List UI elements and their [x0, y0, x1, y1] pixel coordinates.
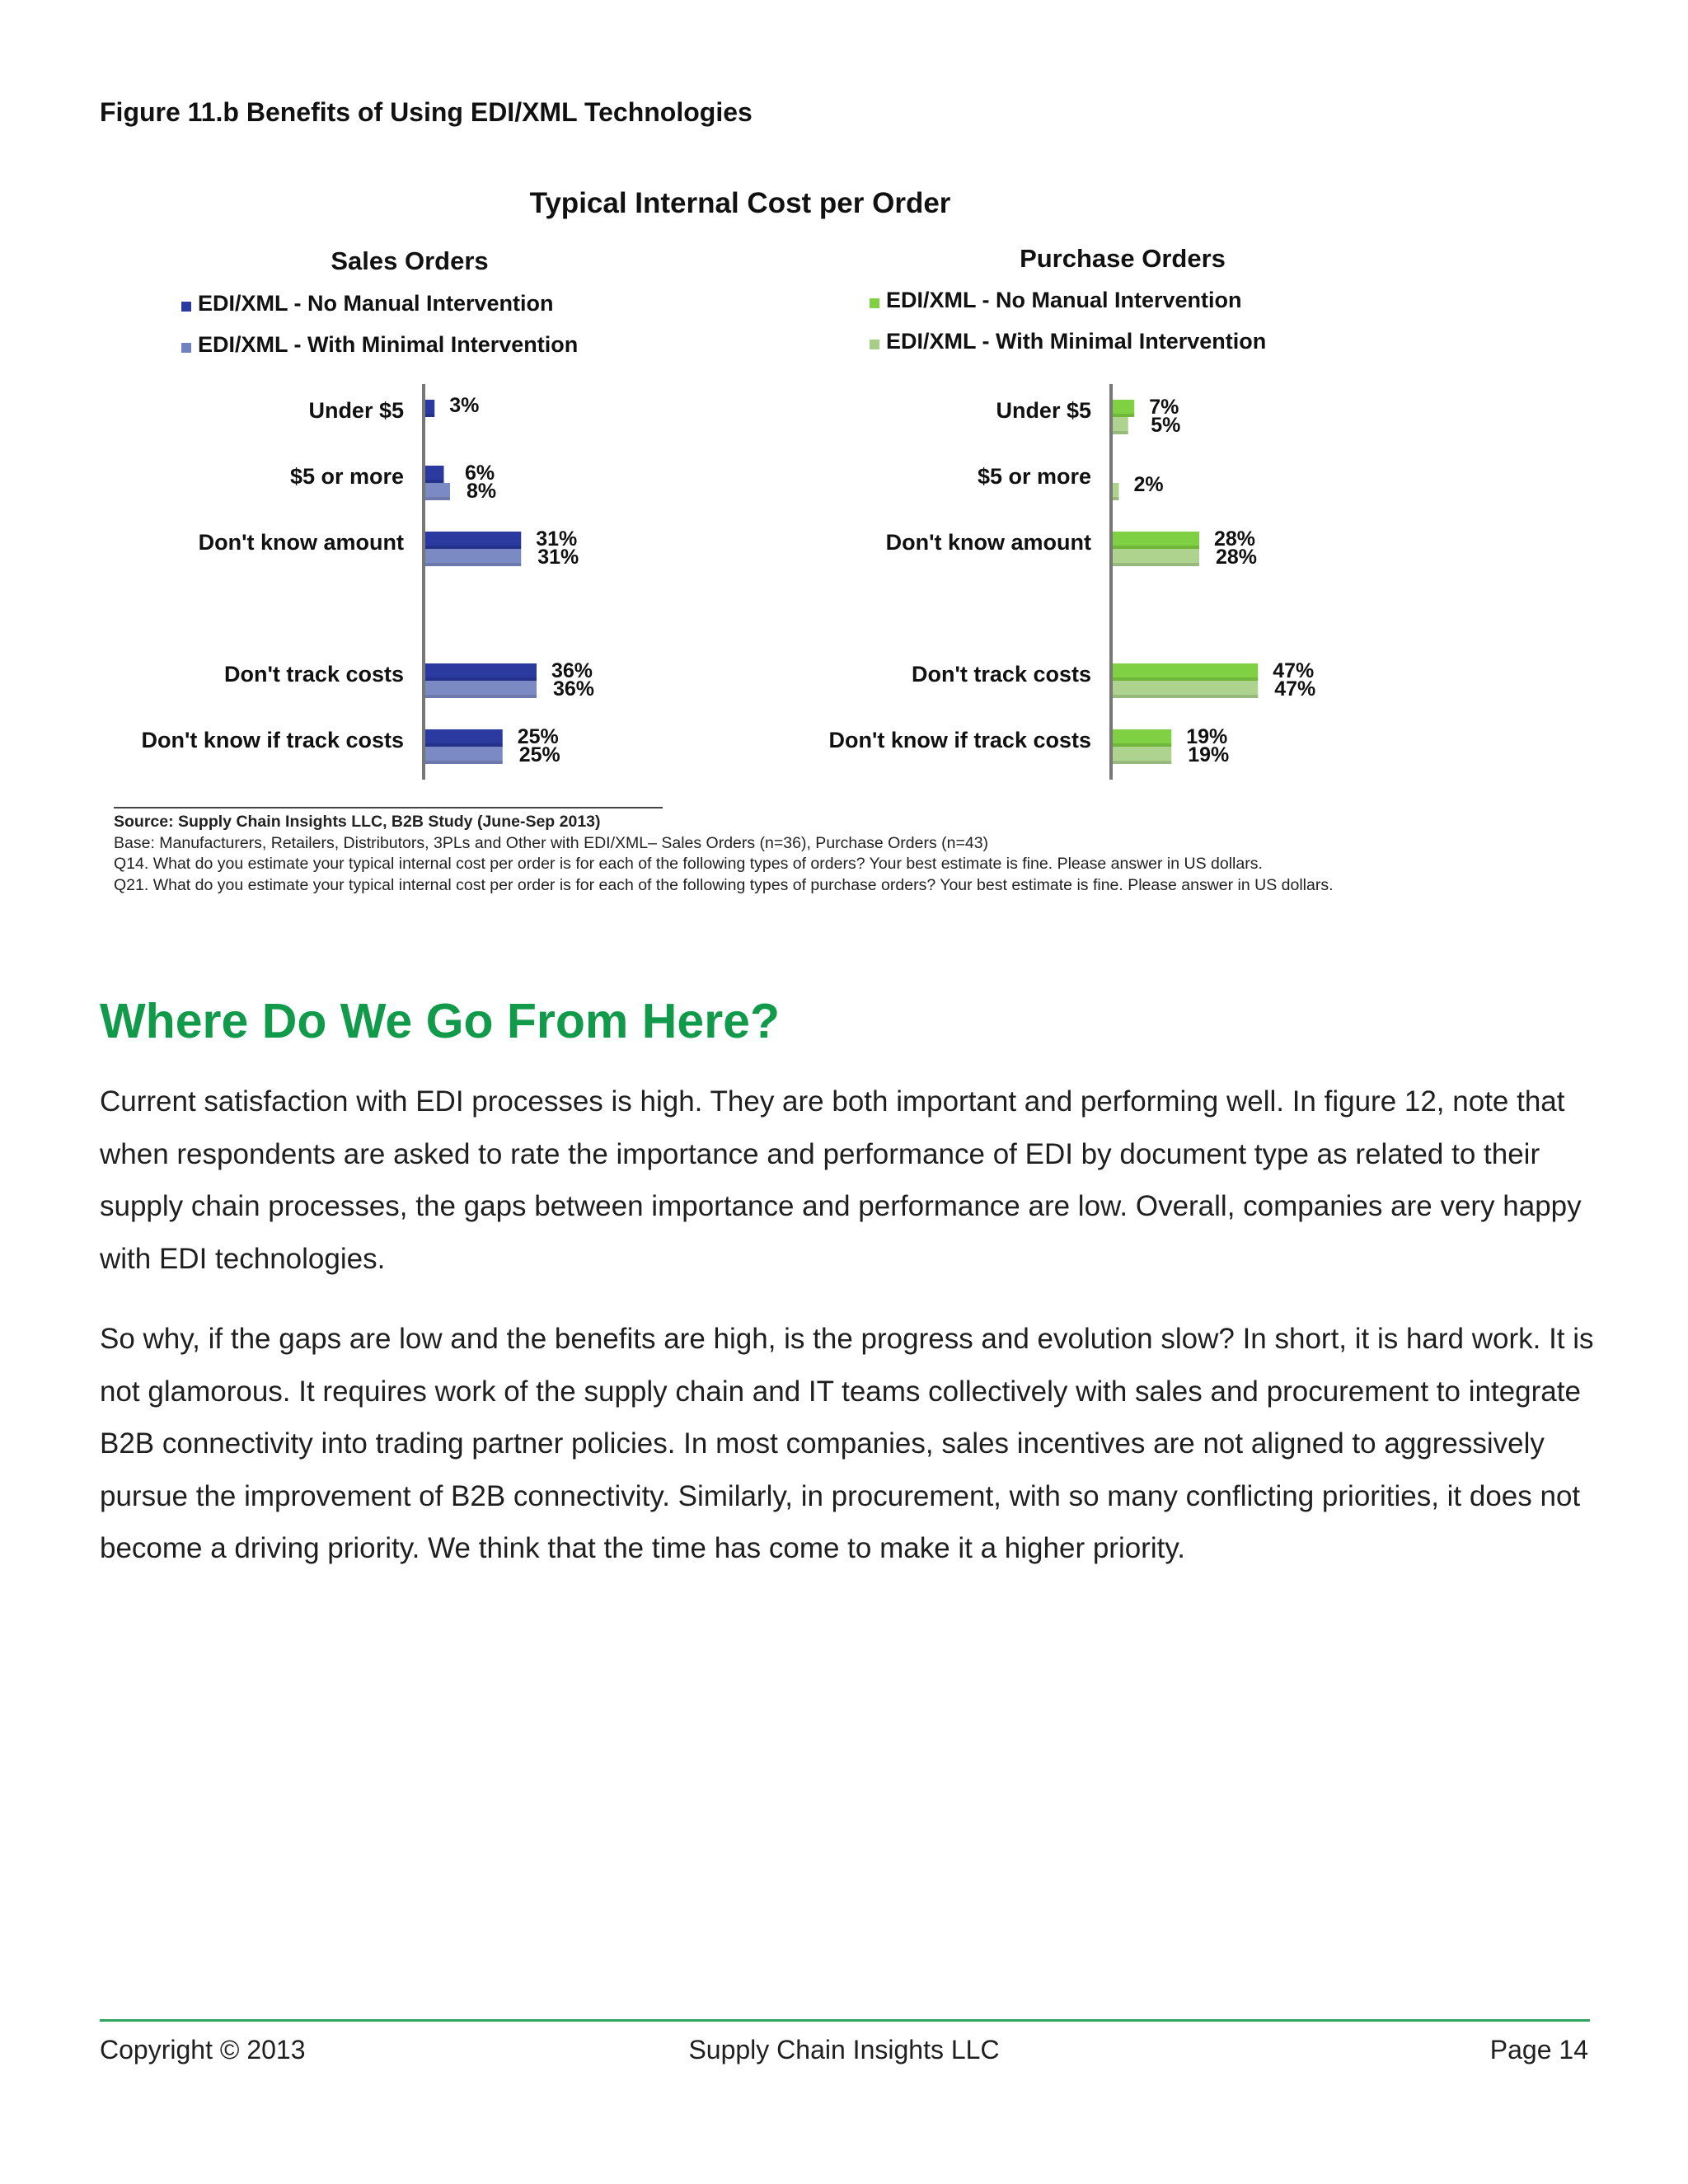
- sales-data-label: 36%: [551, 659, 593, 682]
- sales-legend-swatch-1: [181, 302, 191, 312]
- body-paragraph-2: So why, if the gaps are low and the benefits are high, is the progress and evolution slow? In short, it is hard work. It is not glamorous. It requires work of the supply chain and IT teams collectively with sales and procurement to integrate B2B connectivity into trading partner policies. In most companies, sales incentives are not aligned to aggressively pursue the improvement of B2B connectivity. Similarly, in procurement, with so many conflicting priorities, it does not become a driving priority. We think that the time has come to make it a higher priority.: [100, 1323, 1594, 1564]
- footer-copyright: Copyright © 2013: [100, 2035, 306, 2064]
- purchase-bar-shadow: [1113, 546, 1199, 549]
- sales-legend-label-1: EDI/XML - No Manual Intervention: [198, 291, 554, 316]
- purchase-data-label: 7%: [1149, 396, 1179, 419]
- purchase-legend-label-1: EDI/XML - No Manual Intervention: [886, 288, 1242, 312]
- purchase-category-label: Under $5: [996, 398, 1091, 423]
- source-line-base: Base: Manufacturers, Retailers, Distributors, 3PLs and Other with EDI/XML– Sales Orders (n=36), Purchase Orders (n=43): [114, 833, 989, 852]
- purchase-data-label: 28%: [1214, 527, 1256, 551]
- source-notes: [114, 812, 1432, 896]
- sales-legend-label-2: EDI/XML - With Minimal Intervention: [198, 332, 579, 357]
- purchase-bar-shadow: [1113, 431, 1128, 434]
- purchase-bar-shadow: [1113, 497, 1119, 500]
- sales-category-label: Don't know amount: [198, 530, 404, 555]
- sales-bar-shadow: [425, 563, 521, 566]
- purchase-data-label: 2%: [1133, 473, 1164, 496]
- sales-bar-shadow: [425, 695, 537, 698]
- source-line-q21: Q21. What do you estimate your typical internal cost per order is for each of the following types of purchase orders? Your best estimate is fine. Please answer in US dollars.: [114, 875, 1334, 894]
- sales-data-label: 8%: [467, 480, 497, 503]
- purchase-data-label: 47%: [1274, 677, 1316, 701]
- sales-category-label: Under $5: [308, 398, 404, 423]
- sales-data-label: 36%: [553, 677, 595, 701]
- sales-data-label: 25%: [517, 725, 559, 748]
- purchase-legend-swatch-1: [870, 298, 879, 308]
- footer-page-number: Page 14: [1489, 2035, 1588, 2064]
- sales-category-label: Don't track costs: [224, 662, 404, 687]
- purchase-bar-shadow: [1113, 563, 1199, 566]
- purchase-legend-label-2: EDI/XML - With Minimal Intervention: [886, 329, 1267, 354]
- purchase-bar-shadow: [1113, 414, 1134, 417]
- source-title: Source: Supply Chain Insights LLC, B2B Study (June-Sep 2013): [114, 813, 601, 831]
- purchase-bar-shadow: [1113, 761, 1171, 764]
- sales-data-label: 31%: [537, 546, 579, 569]
- body-paragraph-1: Current satisfaction with EDI processes is high. They are both important and performing well. In figure 12, note that when respondents are asked to rate the importance and performance of EDI by document type as related to their supply chain processes, the gaps between importance and performance are low. Overall, companies are very happy with EDI technologies.: [100, 1085, 1582, 1275]
- source-divider: [114, 807, 663, 808]
- purchase-orders-chart: [829, 244, 1316, 780]
- purchase-data-label: 5%: [1151, 414, 1181, 437]
- sales-orders-chart: [142, 246, 595, 780]
- sales-data-label: 6%: [465, 462, 495, 485]
- sales-bar-shadow: [425, 677, 537, 681]
- sales-data-label: 25%: [518, 743, 560, 766]
- sales-bar-shadow: [425, 497, 450, 500]
- sales-category-label: Don't know if track costs: [141, 728, 404, 752]
- figure-caption: Figure 11.b Benefits of Using EDI/XML Technologies: [100, 97, 753, 127]
- sales-bar-shadow: [425, 546, 521, 549]
- sales-data-label: 31%: [536, 527, 578, 551]
- purchase-category-label: $5 or more: [977, 464, 1091, 489]
- purchase-data-label: 19%: [1188, 743, 1230, 766]
- purchase-bar-shadow: [1113, 695, 1258, 698]
- purchase-category-label: Don't know if track costs: [828, 728, 1091, 752]
- sales-data-label: 3%: [449, 394, 480, 417]
- sales-bar-shadow: [425, 743, 503, 747]
- sales-bar-shadow: [425, 480, 444, 483]
- chart-title: Typical Internal Cost per Order: [529, 187, 951, 219]
- sales-legend-swatch-2: [181, 343, 191, 353]
- purchase-legend-swatch-2: [870, 340, 879, 349]
- purchase-data-label: 19%: [1186, 725, 1228, 748]
- footer-company: Supply Chain Insights LLC: [688, 2035, 1000, 2064]
- sales-category-label: $5 or more: [289, 464, 404, 489]
- sales-bar-shadow: [425, 414, 434, 417]
- sales-subtitle: Sales Orders: [331, 246, 489, 275]
- purchase-data-label: 47%: [1273, 659, 1315, 682]
- section-heading: Where Do We Go From Here?: [100, 994, 781, 1048]
- purchase-category-label: Don't know amount: [885, 530, 1091, 555]
- purchase-data-label: 28%: [1216, 546, 1258, 569]
- sales-bar-shadow: [425, 761, 503, 764]
- purchase-category-label: Don't track costs: [912, 662, 1091, 687]
- chart-area: [0, 0, 1688, 808]
- footer-divider: [100, 2019, 1590, 2022]
- purchase-bar-shadow: [1113, 677, 1258, 681]
- purchase-bar-shadow: [1113, 743, 1171, 747]
- purchase-subtitle: Purchase Orders: [1020, 244, 1226, 273]
- source-line-q14: Q14. What do you estimate your typical internal cost per order is for each of the following types of orders? Your best estimate is fine. Please answer in US dollars.: [114, 855, 1263, 873]
